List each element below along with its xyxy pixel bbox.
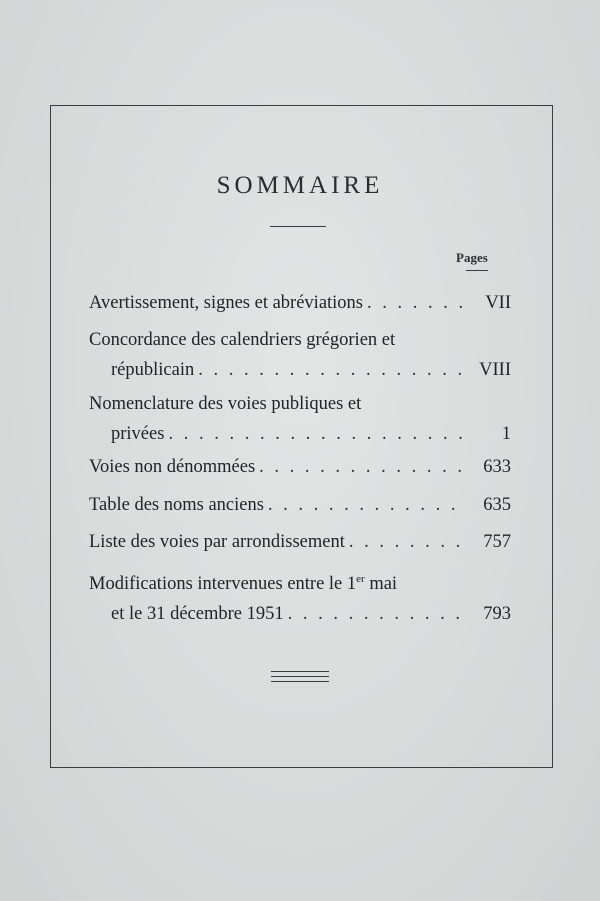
ornamental-rule: [271, 671, 329, 686]
toc-entry-label: Table des noms anciens: [89, 495, 264, 515]
toc-entry-label: Voies non dénommées: [89, 457, 256, 477]
toc-entry-label: Modifications intervenues entre le 1er mai: [89, 573, 398, 595]
toc-entry: [89, 527, 511, 557]
dot-leader: [345, 527, 463, 557]
toc-entry: [89, 490, 511, 520]
toc-entry-page: 635: [483, 495, 511, 515]
toc-entry: [89, 389, 511, 449]
toc-entry: [89, 288, 511, 318]
dot-leader: [363, 288, 463, 318]
toc-entry-page: 793: [483, 604, 511, 625]
toc-entry-label-continued: et le 31 décembre 1951: [111, 604, 284, 625]
dot-leader: [284, 599, 463, 629]
toc-entry-label-continued: républicain: [111, 360, 195, 380]
toc-entry-page: 633: [483, 457, 511, 477]
toc-entry-label: Concordance des calendriers grégorien et: [89, 330, 396, 350]
dot-leader: [164, 419, 463, 449]
title-rule: [270, 226, 326, 227]
toc-entry-label: Avertissement, signes et abréviations: [89, 293, 364, 313]
toc-entry-label-continued: privées: [111, 424, 165, 444]
pages-column-header: Pages: [456, 250, 488, 265]
toc-entry-page: VII: [485, 293, 511, 313]
toc-entry-page: VIII: [479, 360, 511, 380]
toc-entry: [89, 325, 511, 385]
dot-leader: [264, 490, 463, 520]
page-title: SOMMAIRE: [216, 172, 384, 199]
dot-leader: [194, 355, 463, 385]
toc-entry: [89, 452, 511, 482]
toc-entry-label: Nomenclature des voies publiques et: [89, 394, 362, 414]
toc-entry-label: Liste des voies par arrondissement: [89, 532, 345, 552]
dot-leader: [255, 452, 463, 482]
pages-header-rule: [466, 270, 488, 271]
toc-entry: [89, 564, 511, 629]
toc-entry-page: 1: [501, 424, 511, 444]
toc-entry-page: 757: [483, 532, 511, 552]
superscript: er: [356, 573, 365, 585]
